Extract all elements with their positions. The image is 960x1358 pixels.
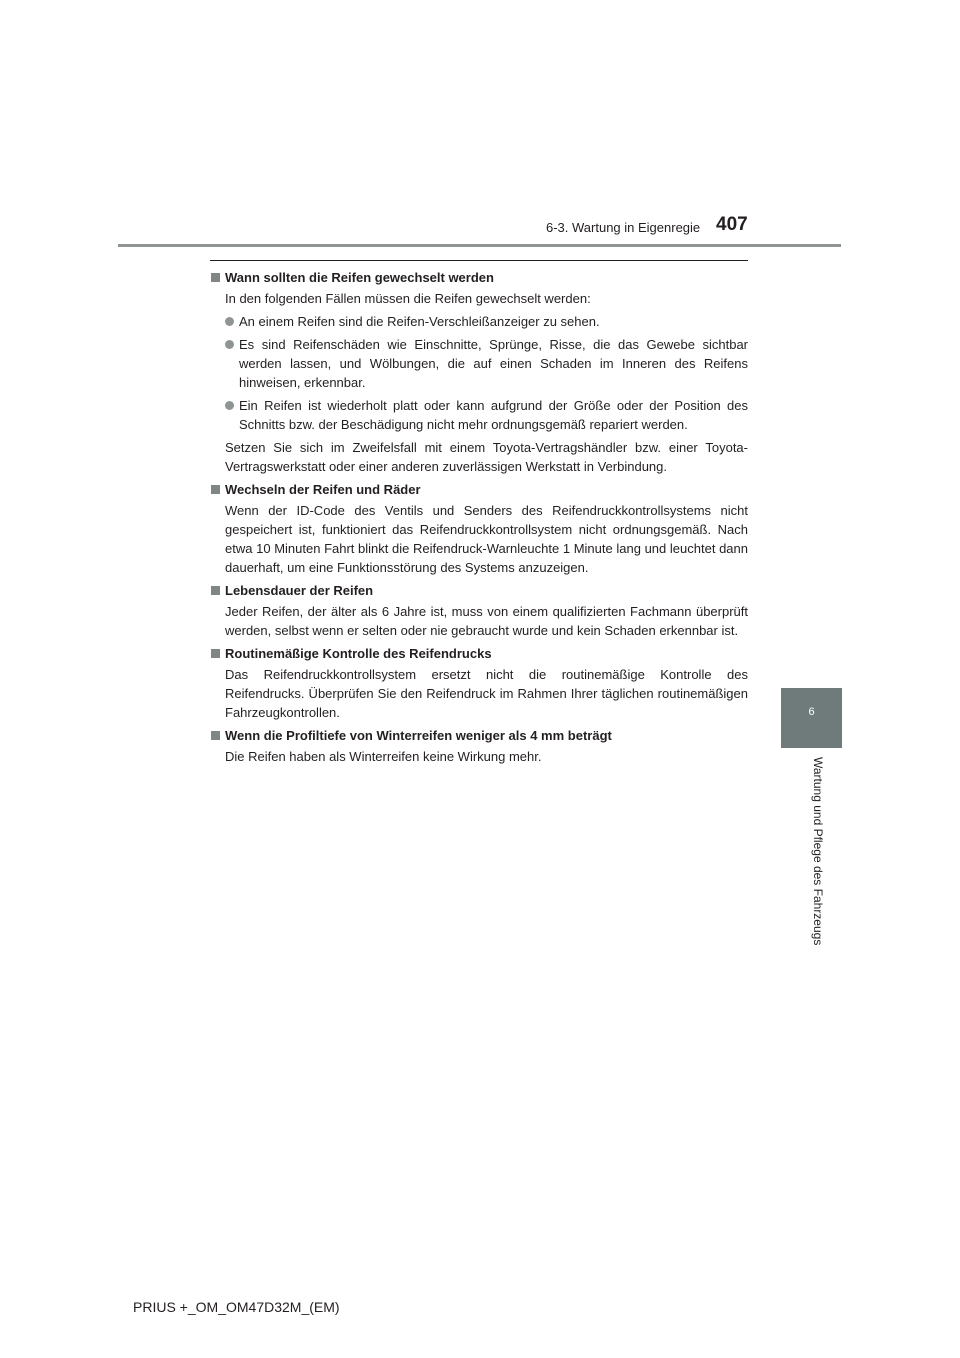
page-content — [210, 268, 748, 770]
section-intro: In den folgenden Fällen müssen die Reifen gewechselt werden: — [225, 291, 591, 306]
round-bullet-icon — [225, 340, 234, 349]
section-heading — [210, 581, 748, 600]
list-item-text: Es sind Reifenschäden wie Einschnitte, Sprünge, Risse, die das Gewebe sichtbar werden lassen, und Wölbungen, die auf einen Schaden im Inneren des Reifens hinweisen, erkennbar. — [239, 337, 748, 390]
list-item-text: Ein Reifen ist wiederholt platt oder kann aufgrund der Größe oder der Position des Schnitts bzw. der Beschädigung nicht mehr ordnungsgemäß repariert werden. — [239, 398, 748, 432]
square-bullet-icon — [211, 731, 220, 740]
square-bullet-icon — [211, 485, 220, 494]
section-body: Das Reifendruckkontrollsystem ersetzt nicht die routinemäßige Kontrolle des Reifendrucks. Überprüfen Sie den Reifendruck im Rahmen Ihrer täglichen routinemäßigen Fahrzeugkontrollen. — [225, 667, 748, 720]
footer-model-code: PRIUS +_OM_OM47D32M_(EM) — [133, 1299, 340, 1315]
section-pressure-check — [210, 644, 748, 722]
section-heading — [210, 480, 748, 499]
list-item — [210, 396, 748, 434]
round-bullet-icon — [225, 317, 234, 326]
list-item-text: An einem Reifen sind die Reifen-Verschleißanzeiger zu sehen. — [239, 314, 600, 329]
page-number: 407 — [716, 214, 748, 235]
section-changing-tires — [210, 480, 748, 577]
square-bullet-icon — [211, 649, 220, 658]
section-winter-tread — [210, 726, 748, 766]
chapter-tab-number: 6 — [808, 706, 815, 718]
section-tire-replacement — [210, 268, 748, 476]
section-outro: Setzen Sie sich im Zweifelsfall mit einem Toyota-Vertragshändler bzw. einer Toyota-Vertragswerkstatt oder einer anderen zuverlässigen Werkstatt in Verbindung. — [225, 440, 748, 474]
section-body: Die Reifen haben als Winterreifen keine Wirkung mehr. — [225, 749, 542, 764]
round-bullet-icon — [225, 401, 234, 410]
section-heading-text: Wann sollten die Reifen gewechselt werden — [225, 270, 494, 285]
square-bullet-icon — [211, 273, 220, 282]
section-heading-text: Routinemäßige Kontrolle des Reifendrucks — [225, 646, 492, 661]
chapter-side-title: Wartung und Pflege des Fahrzeugs — [811, 757, 825, 946]
section-heading-text: Wechseln der Reifen und Räder — [225, 482, 421, 497]
section-heading — [210, 644, 748, 663]
header-divider — [118, 244, 841, 247]
section-body: Wenn der ID-Code des Ventils und Senders des Reifendruckkontrollsystems nicht gespeichert ist, funktioniert das Reifendruckkontrollsystem nicht ordnungsgemäß. Nach etwa 10 Minuten Fahrt blinkt die Reifendruck-Warnleuchte 1 Minute lang und leuchtet dann dauerhaft, um eine Funktionsstörung des Systems anzuzeigen. — [225, 503, 748, 575]
content-top-rule — [210, 260, 748, 261]
square-bullet-icon — [211, 586, 220, 595]
section-heading — [210, 726, 748, 745]
list-item — [210, 335, 748, 392]
section-heading-text: Wenn die Profiltiefe von Winterreifen weniger als 4 mm beträgt — [225, 728, 612, 743]
running-header-section: 6-3. Wartung in Eigenregie — [546, 220, 701, 235]
section-body: Jeder Reifen, der älter als 6 Jahre ist, muss von einem qualifizierten Fachmann überprüft werden, selbst wenn er selten oder nie gebraucht wurde und kein Schaden erkennbar ist. — [225, 604, 748, 638]
section-tire-lifespan — [210, 581, 748, 640]
section-heading — [210, 268, 748, 287]
chapter-tab — [781, 688, 842, 748]
list-item — [210, 312, 748, 331]
section-heading-text: Lebensdauer der Reifen — [225, 583, 374, 598]
